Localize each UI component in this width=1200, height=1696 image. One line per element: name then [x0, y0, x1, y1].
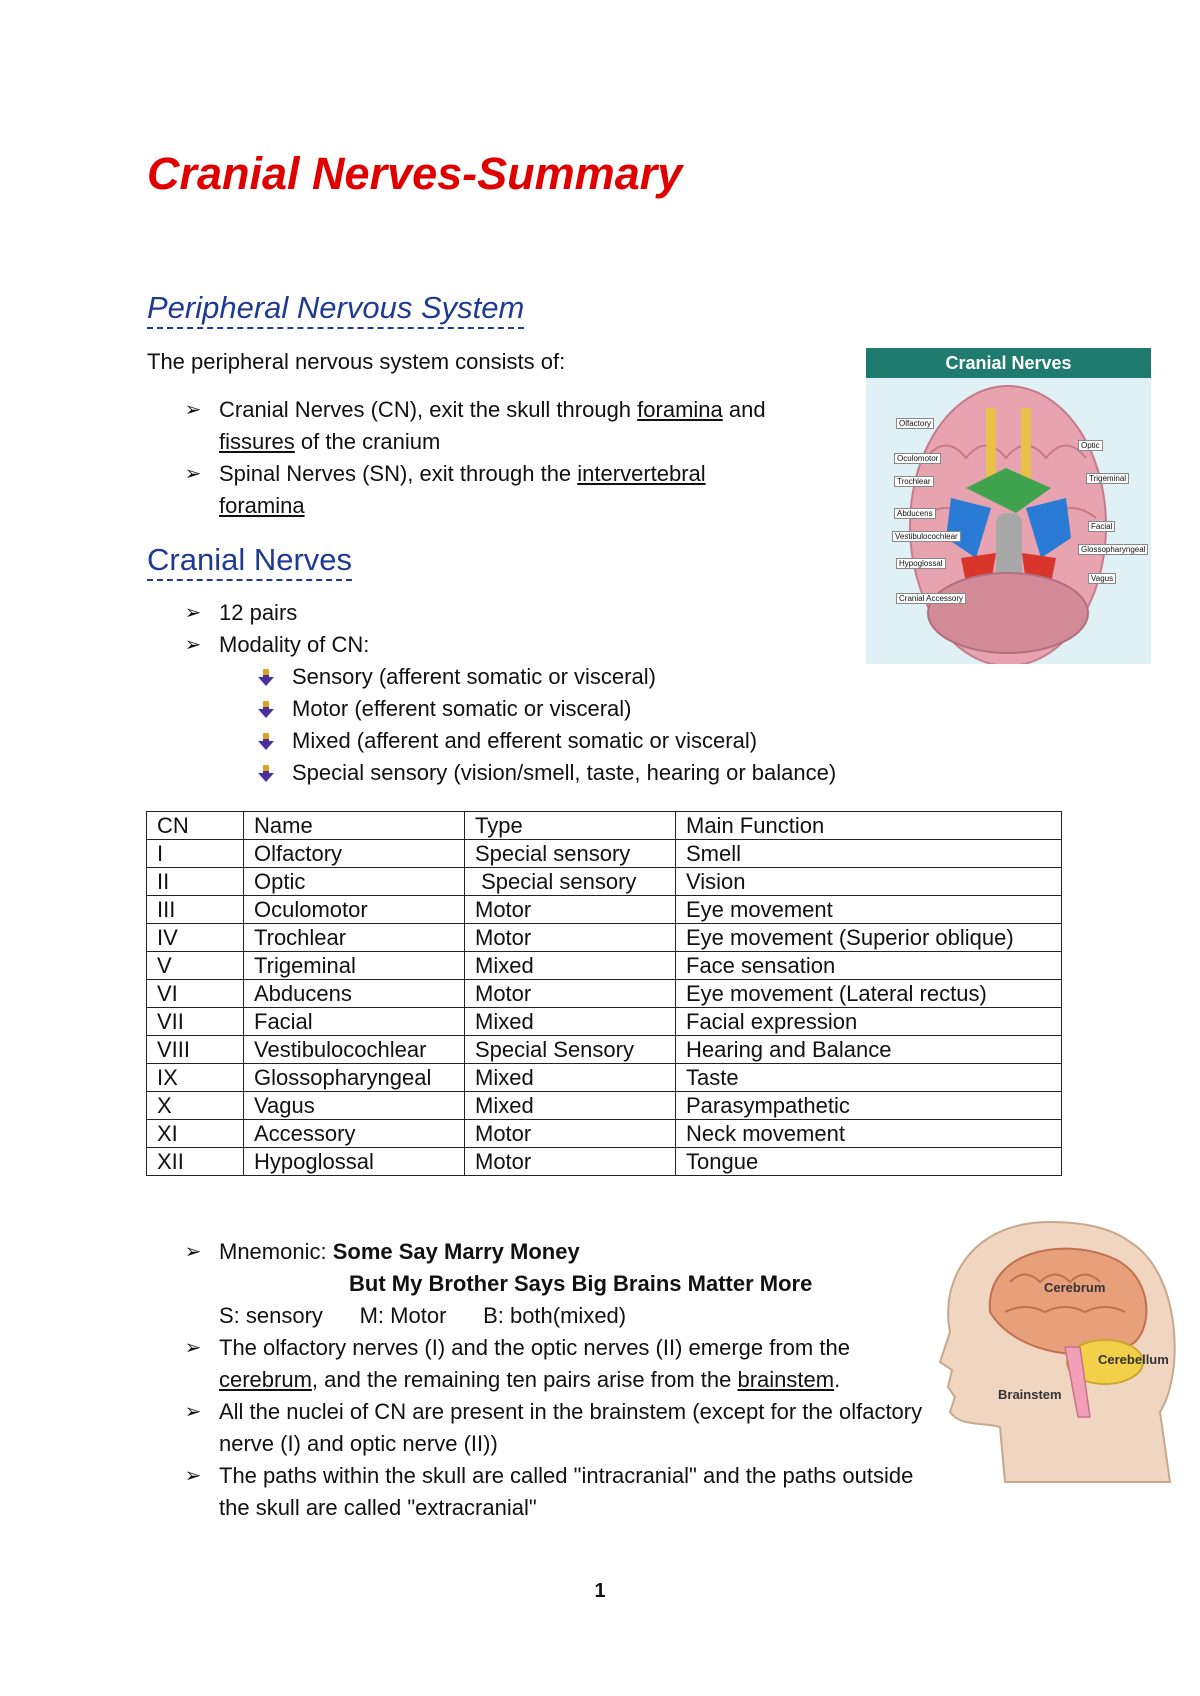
list-item: ➢ Modality of CN: — [147, 629, 907, 661]
table-row: IX Glossopharyngeal Mixed Taste — [147, 1064, 1062, 1092]
pns-heading: Peripheral Nervous System — [147, 290, 524, 329]
arrow-bullet-icon: ➢ — [184, 1465, 202, 1487]
document-title: Cranial Nerves-Summary — [147, 148, 683, 199]
pns-list — [147, 394, 847, 522]
table-row: XII Hypoglossal Motor Tongue — [147, 1148, 1062, 1176]
cerebellum-label: Cerebellum — [1098, 1352, 1169, 1367]
list-item: ➢ The olfactory nerves (I) and the optic nerves (II) emerge from the cerebrum, and the remaining ten pairs arise from the brainstem. — [147, 1332, 937, 1396]
arrow-bullet-icon: ➢ — [184, 1241, 202, 1263]
cranial-nerves-table — [146, 811, 1062, 1176]
page-number: 1 — [594, 1580, 606, 1602]
brain-inferior-illustration — [866, 348, 1151, 664]
list-item: ➢ The paths within the skull are called "intracranial" and the paths outside the skull are called "extracranial" — [147, 1460, 937, 1524]
table-row: IV Trochlear Motor Eye movement (Superior oblique) — [147, 924, 1062, 952]
list-item: ➢ All the nuclei of CN are present in the brainstem (except for the olfactory nerve (I) and optic nerve (II)) — [147, 1396, 937, 1460]
arrow-down-icon — [257, 733, 275, 751]
list-item: ➢ Mnemonic: Some Say Marry Money But My Brother Says Big Brains Matter More S: sensory M: Motor B: both(mixed) — [147, 1236, 937, 1332]
arrow-bullet-icon: ➢ — [184, 463, 202, 485]
arrow-down-icon — [257, 701, 275, 719]
cn-list — [147, 597, 907, 661]
modality-list — [147, 661, 947, 789]
table-row: VII Facial Mixed Facial expression — [147, 1008, 1062, 1036]
table-row: I Olfactory Special sensory Smell — [147, 840, 1062, 868]
list-item: ➢ Spinal Nerves (SN), exit through the intervertebral foramina — [147, 458, 847, 522]
cranial-nerves-figure: Cranial Nerves Olfactory Oculomotor Trochlear Abducens Vestibulocochlear Hypoglossal Cranial Accessory Optic Trigeminal Facial Glossopharyngeal Vagus — [866, 348, 1151, 664]
table-row: VIII Vestibulocochlear Special Sensory Hearing and Balance — [147, 1036, 1062, 1064]
list-item: ➢ 12 pairs — [147, 597, 907, 629]
head-profile-illustration — [930, 1212, 1185, 1484]
arrow-bullet-icon: ➢ — [184, 602, 202, 624]
table-row: VI Abducens Motor Eye movement (Lateral rectus) — [147, 980, 1062, 1008]
table-row: X Vagus Mixed Parasympathetic — [147, 1092, 1062, 1120]
list-item: Sensory (afferent somatic or visceral) — [147, 661, 947, 693]
list-item: Mixed (afferent and efferent somatic or visceral) — [147, 725, 947, 757]
cerebrum-label: Cerebrum — [1044, 1280, 1106, 1295]
table-row: V Trigeminal Mixed Face sensation — [147, 952, 1062, 980]
figure-title: Cranial Nerves — [866, 348, 1151, 378]
cn-heading: Cranial Nerves — [147, 542, 352, 581]
arrow-bullet-icon: ➢ — [184, 1401, 202, 1423]
table-header-row: CN Name Type Main Function — [147, 812, 1062, 840]
list-item: ➢ Cranial Nerves (CN), exit the skull through foramina and fissures of the cranium — [147, 394, 847, 458]
arrow-bullet-icon: ➢ — [184, 1337, 202, 1359]
brainstem-label: Brainstem — [998, 1387, 1062, 1402]
arrow-bullet-icon: ➢ — [184, 399, 202, 421]
pns-intro: The peripheral nervous system consists of: — [147, 349, 566, 374]
list-item: Special sensory (vision/smell, taste, hearing or balance) — [147, 757, 947, 789]
arrow-down-icon — [257, 669, 275, 687]
brain-regions-figure — [930, 1212, 1185, 1484]
table-row: XI Accessory Motor Neck movement — [147, 1120, 1062, 1148]
arrow-bullet-icon: ➢ — [184, 634, 202, 656]
list-item: Motor (efferent somatic or visceral) — [147, 693, 947, 725]
notes-list — [147, 1236, 937, 1524]
table-row: III Oculomotor Motor Eye movement — [147, 896, 1062, 924]
table-row: II Optic Special sensory Vision — [147, 868, 1062, 896]
arrow-down-icon — [257, 765, 275, 783]
